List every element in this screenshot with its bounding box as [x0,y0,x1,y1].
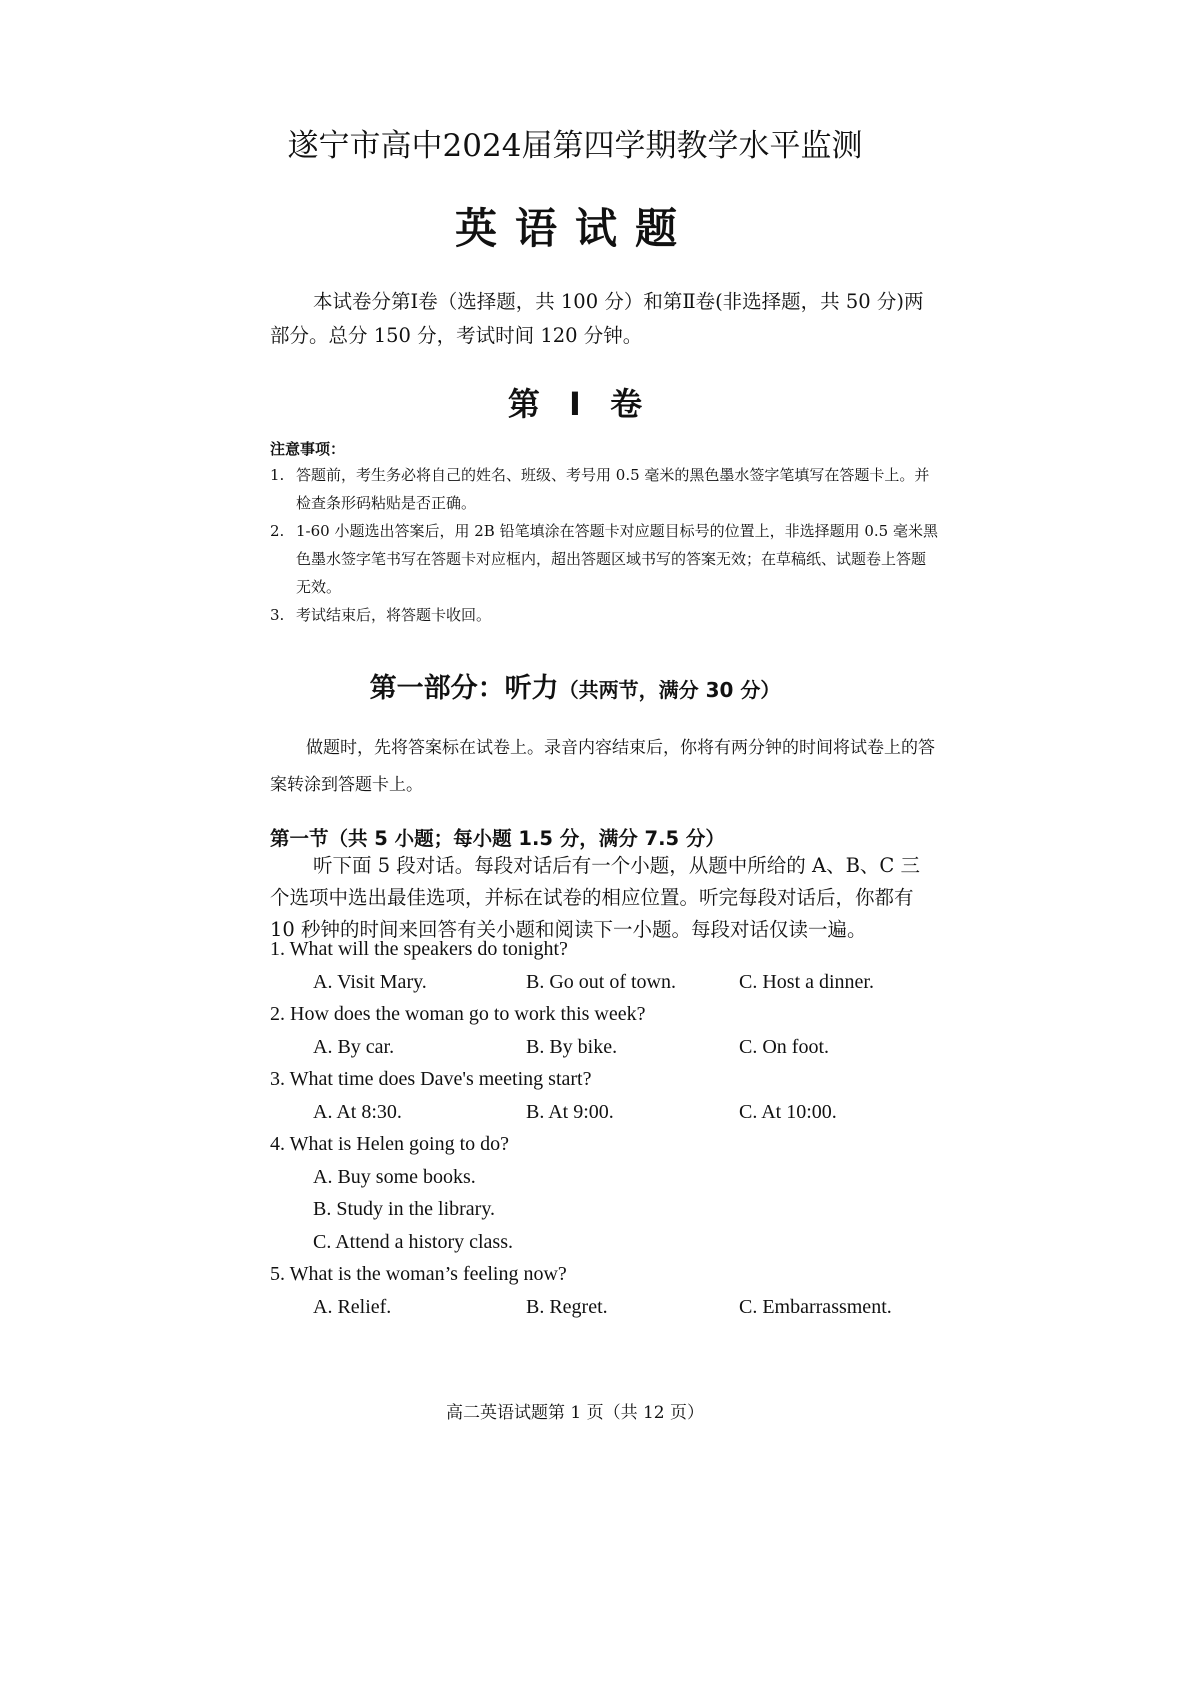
section-title: 第一节（共 5 小题；每小题 1.5 分，满分 7.5 分） [270,827,725,850]
question-stem: 1. What will the speakers do tonight? [270,938,568,960]
option-a: A. At 8:30. [313,1100,402,1123]
exam-intro: 本试卷分第Ⅰ卷（选择题，共 100 分）和第Ⅱ卷(非选择题，共 50 分)两部分。总分 150 分，考试时间 120 分钟。 [270,290,924,347]
option-b: B. Study in the library. [313,1198,496,1220]
question-options [270,1096,950,1129]
question-stem: 5. What is the woman’s feeling now? [270,1263,567,1285]
page-footer: 高二英语试题第 1 页（共 12 页） [445,1403,705,1423]
part-title [0,666,1150,705]
question-list [270,933,950,1323]
option-a: A. Relief. [313,1295,392,1318]
question-options [270,1031,950,1064]
section-description: 听下面 5 段对话。每段对话后有一个小题，从题中所给的 A、B、C 三个选项中选出最佳选项，并标在试卷的相应位置。听完每段对话后，你都有 10 秒钟的时间来回答有关小题和阅读下一小题。每段对话仅读一遍。 [270,854,921,941]
option-c: C. Host a dinner. [739,970,874,993]
volume-title: 第 Ⅰ 卷 [507,385,643,423]
question-options [270,966,950,999]
note-text: 1-60 小题选出答案后，用 2B 铅笔填涂在答题卡对应题目标号的位置上，非选择题用 0.5 毫米黑色墨水签字笔书写在答题卡对应框内，超出答题区域书写的答案无效；在草稿纸、试题卷上答题无效。 [296,522,938,596]
note-item [270,601,940,629]
note-number: 2. [270,522,285,540]
exam-title: 遂宁市高中2024届第四学期教学水平监测 [287,128,863,164]
part-intro: 做题时，先将答案标在试卷上。录音内容结束后，你将有两分钟的时间将试卷上的答案转涂到答题卡上。 [270,738,935,795]
option-b: B. Go out of town. [526,970,676,993]
note-text: 答题前，考生务必将自己的姓名、班级、考号用 0.5 毫米的黑色墨水签字笔填写在答题卡上。并检查条形码粘贴是否正确。 [296,466,930,512]
question-stem: 4. What is Helen going to do? [270,1133,510,1155]
option-a: A. By car. [313,1035,395,1058]
note-item [270,517,940,601]
option-b: B. Regret. [526,1295,608,1318]
note-number: 1. [270,466,285,484]
option-c: C. On foot. [739,1035,829,1058]
question-stem: 2. How does the woman go to work this week? [270,1003,646,1025]
part-title-score: （共两节，满分 30 分） [558,678,781,702]
option-c: C. Embarrassment. [739,1295,892,1318]
note-number: 3. [270,606,285,624]
question-stem: 3. What time does Dave's meeting start? [270,1068,592,1090]
option-a: A. Visit Mary. [313,970,427,993]
option-a: A. Buy some books. [313,1165,476,1188]
note-item [270,461,940,517]
question-options [270,1291,950,1324]
option-c: C. At 10:00. [739,1100,837,1123]
subject-title: 英语试题 [454,204,695,253]
notes-list [270,461,940,629]
part-title-main: 第一部分：听力 [369,673,559,704]
note-text: 考试结束后，将答题卡收回。 [296,606,492,624]
option-b: B. By bike. [526,1035,618,1058]
option-b: B. At 9:00. [526,1100,614,1123]
option-c: C. Attend a history class. [313,1230,513,1253]
notes-title: 注意事项： [270,440,346,458]
